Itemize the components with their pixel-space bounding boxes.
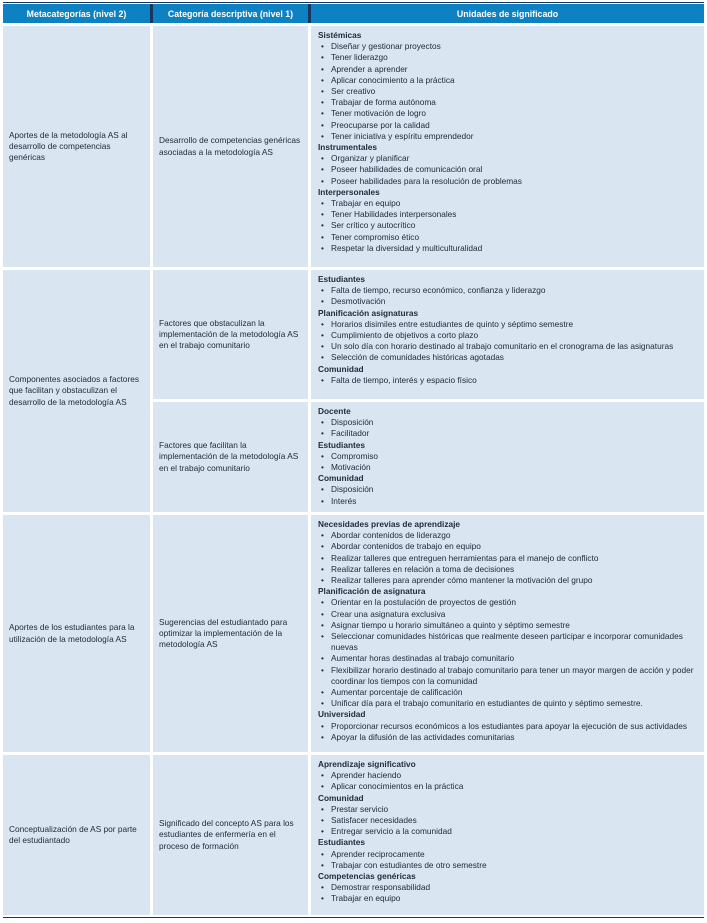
unit-group-title: Comunidad xyxy=(318,792,364,803)
unit-item: • Tener iniciativa y espíritu emprendedor xyxy=(318,131,698,142)
unit-group-title: Docente xyxy=(318,406,351,416)
unit-item: • Un solo día con horario destinado al trabajo comunitario en el cronograma de las asignaturas xyxy=(318,341,698,352)
unit-item: • Selección de comunidades históricas agotadas xyxy=(318,352,698,363)
units-cell-factores-obstaculizan xyxy=(311,270,704,399)
table-header-row xyxy=(3,4,704,23)
unit-group-list xyxy=(318,804,698,838)
unit-group-list xyxy=(318,597,698,709)
category-cell-significado-concepto: Significado del concepto AS para los estudiantes de enfermería en el proceso de formación xyxy=(153,755,308,915)
unit-item: • Horarios disimiles entre estudiantes de quinto y séptimo semestre xyxy=(318,319,698,330)
table-body xyxy=(3,26,704,915)
category-cell-sugerencias-estudiantado: Sugerencias del estudiantado para optimizar la implementación de la metodología AS xyxy=(153,515,308,752)
unit-group-list xyxy=(318,198,698,254)
unit-item: • Realizar talleres en relación a toma de decisiones xyxy=(318,564,698,575)
unit-item: • Crear una asignatura exclusiva xyxy=(318,609,698,620)
column-header-categoria-descriptiva: Categoría descriptiva (nivel 1) xyxy=(153,4,308,23)
unit-item: • Disposición xyxy=(318,417,698,428)
unit-group-list xyxy=(318,41,698,142)
table-top-border xyxy=(3,2,704,3)
unit-item: • Desmotivación xyxy=(318,296,698,307)
unit-item: • Diseñar y gestionar proyectos xyxy=(318,41,698,52)
unit-item: • Motivación xyxy=(318,462,698,473)
column-header-unidades-significado: Unidades de significado xyxy=(311,4,704,23)
unit-item: • Unificar día para el trabajo comunitario en estudiantes de quinto y séptimo semestre. xyxy=(318,698,698,709)
metacategory-cell-componentes-factores: Componentes asociados a factores que facilitan y obstaculizan el desarrollo de la metodología AS xyxy=(3,270,150,512)
units-cell-factores-facilitan xyxy=(311,402,704,512)
unit-item: • Organizar y planificar xyxy=(318,153,698,164)
unit-item: • Abordar contenidos de liderazgo xyxy=(318,530,698,541)
unit-item: • Entregar servicio a la comunidad xyxy=(318,826,698,837)
unit-item: • Aprender a aprender xyxy=(318,64,698,75)
category-cell-desarrollo-competencias: Desarrollo de competencias genéricas asociadas a la metodología AS xyxy=(153,26,308,267)
unit-group-title: Interpersonales xyxy=(318,186,380,197)
unit-item: • Tener motivación de logro xyxy=(318,108,698,119)
units-cell-sugerencias xyxy=(311,515,704,752)
unit-item: • Aprender reciprocamente xyxy=(318,849,698,860)
unit-item: • Preocuparse por la calidad xyxy=(318,120,698,131)
unit-group-list xyxy=(318,375,698,386)
metacategory-cell-aportes-estudiantes: Aportes de los estudiantes para la utilización de la metodología AS xyxy=(3,515,150,752)
unit-group-list xyxy=(318,285,698,307)
units-cell-significado xyxy=(311,755,704,915)
unit-item: • Respetar la diversidad y multiculturalidad xyxy=(318,243,698,254)
unit-item: • Disposición xyxy=(318,484,698,495)
unit-group-list xyxy=(318,451,698,473)
unit-group-list xyxy=(318,153,698,187)
unit-item: • Ser creativo xyxy=(318,86,698,97)
unit-item: • Poseer habilidades para la resolución de problemas xyxy=(318,176,698,187)
unit-item: • Tener compromiso ético xyxy=(318,232,698,243)
unit-group-title: Planificación asignaturas xyxy=(318,307,419,318)
unit-group-list xyxy=(318,319,698,364)
unit-item: • Trabajar en equipo xyxy=(318,893,698,904)
unit-group-list xyxy=(318,530,698,586)
unit-item: • Aprender haciendo xyxy=(318,770,698,781)
unit-item: • Apoyar la difusión de las actividades comunitarias xyxy=(318,732,698,743)
unit-item: • Ser crítico y autocrítico xyxy=(318,220,698,231)
unit-group-list xyxy=(318,417,698,439)
unit-item: • Seleccionar comunidades históricas que realmente deseen participar e incorporar comunidades nuevas xyxy=(318,631,698,653)
unit-item: • Compromiso xyxy=(318,451,698,462)
unit-item: • Facilitador xyxy=(318,428,698,439)
unit-item: • Aumentar horas destinadas al trabajo comunitario xyxy=(318,653,698,664)
unit-item: • Interés xyxy=(318,496,698,507)
unit-item: • Realizar talleres que entreguen herramientas para el manejo de conflicto xyxy=(318,553,698,564)
unit-group-list xyxy=(318,721,698,743)
column-header-metacategorias: Metacategorías (nivel 2) xyxy=(3,4,150,23)
unit-item: • Trabajar con estudiantes de otro semestre xyxy=(318,860,698,871)
unit-group-title: Competencias genéricas xyxy=(318,871,416,882)
unit-group-title: Instrumentales xyxy=(318,142,378,153)
unit-group-list xyxy=(318,484,698,506)
units-cell-competencias-genericas xyxy=(311,26,704,267)
unit-group-title: Estudiantes xyxy=(318,439,366,450)
unit-item: • Satisfacer necesidades xyxy=(318,815,698,826)
unit-item: • Realizar talleres para aprender cómo mantener la motivación del grupo xyxy=(318,575,698,586)
unit-group-title: Universidad xyxy=(318,709,366,720)
metacategory-cell-aportes-metodologia: Aportes de la metodología AS al desarrollo de competencias genéricas xyxy=(3,26,150,267)
unit-group-title: Planificación de asignatura xyxy=(318,586,426,597)
unit-group-title: Necesidades previas de aprendizaje xyxy=(318,519,461,529)
metacategory-cell-conceptualizacion-as: Conceptualización de AS por parte del estudiantado xyxy=(3,755,150,915)
unit-item: • Cumplimiento de objetivos a corto plazo xyxy=(318,330,698,341)
unit-item: • Abordar contenidos de trabajo en equipo xyxy=(318,541,698,552)
unit-item: • Flexibilizar horario destinado al trabajo comunitario para tener un mayor margen de acción y poder coordinar los tiempos con la comunidad xyxy=(318,665,698,687)
unit-group-list xyxy=(318,849,698,871)
unit-item: • Prestar servicio xyxy=(318,804,698,815)
unit-group-title: Comunidad xyxy=(318,363,364,374)
unit-item: • Tener liderazgo xyxy=(318,52,698,63)
unit-item: • Falta de tiempo, interés y espacio físico xyxy=(318,375,698,386)
unit-item: • Orientar en la postulación de proyectos de gestión xyxy=(318,597,698,608)
unit-item: • Tener Habilidades interpersonales xyxy=(318,209,698,220)
unit-group-list xyxy=(318,882,698,904)
unit-group-list xyxy=(318,770,698,792)
unit-group-title: Sistémicas xyxy=(318,30,362,40)
unit-item: • Poseer habilidades de comunicación oral xyxy=(318,164,698,175)
unit-group-title: Estudiantes xyxy=(318,274,366,284)
category-cell-factores-facilitan: Factores que facilitan la implementación de la metodología AS en el trabajo comunitario xyxy=(153,402,308,512)
unit-item: • Demostrar responsabilidad xyxy=(318,882,698,893)
unit-item: • Asignar tiempo u horario simultáneo a quinto y séptimo semestre xyxy=(318,620,698,631)
unit-item: • Trabajar de forma autónoma xyxy=(318,97,698,108)
table-bottom-border xyxy=(3,917,704,918)
unit-group-title: Estudiantes xyxy=(318,837,366,848)
unit-item: • Trabajar en equipo xyxy=(318,198,698,209)
unit-group-title: Aprendizaje significativo xyxy=(318,759,416,769)
category-cell-factores-obstaculizan: Factores que obstaculizan la implementación de la metodología AS en el trabajo comunitario xyxy=(153,270,308,399)
unit-item: • Aplicar conocimientos en la práctica xyxy=(318,781,698,792)
unit-item: • Falta de tiempo, recurso económico, confianza y liderazgo xyxy=(318,285,698,296)
unit-item: • Proporcionar recursos económicos a los estudiantes para apoyar la ejecución de sus actividades xyxy=(318,721,698,732)
unit-item: • Aumentar porcentaje de calificación xyxy=(318,687,698,698)
unit-group-title: Comunidad xyxy=(318,473,364,484)
unit-item: • Aplicar conocimiento a la práctica xyxy=(318,75,698,86)
